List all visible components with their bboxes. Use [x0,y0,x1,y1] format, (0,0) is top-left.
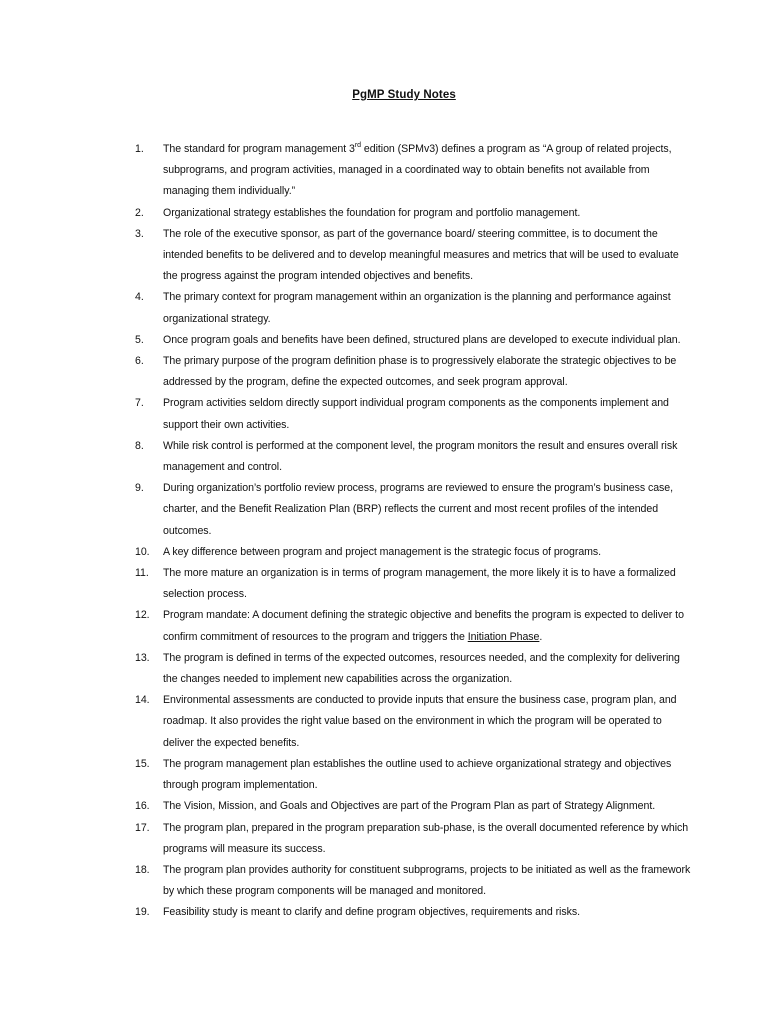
item-number: 19. [135,906,150,919]
item-number: 17. [135,821,150,834]
item-text: The program plan provides authority for constituent subprograms, projects to be initiated as well as the framework by which these program components will be managed and monitored. [163,863,691,898]
item-text: The standard for program management 3rd edition (SPMv3) defines a program as “A group of related projects, subprograms, and program activities, managed in a coordinated way to obtain benefits not available from managing them individually.” [163,142,672,198]
list-item [135,754,695,796]
item-number: 16. [135,800,150,813]
item-text: During organization’s portfolio review process, programs are reviewed to ensure the program’s business case, charter, and the Benefit Realization Plan (BRP) reflects the current and most recent profiles of the intended outcomes. [163,482,674,537]
item-text: The primary context for program management within an organization is the planning and performance against organizational strategy. [163,291,671,325]
list-item [135,393,695,435]
list-item [135,330,695,351]
list-item [135,690,695,754]
item-text: A key difference between program and project management is the strategic focus of programs. [163,545,602,558]
superscript-ordinal: rd [354,142,362,149]
item-number: 5. [135,333,144,346]
item-number: 8. [135,439,144,452]
list-item [135,478,695,542]
item-text: Organizational strategy establishes the foundation for program and portfolio management. [163,206,581,219]
initiation-phase-link[interactable]: Initiation Phase [467,630,540,643]
item-number: 18. [135,863,150,876]
list-item [135,605,695,647]
item-number: 1. [135,143,144,155]
item-number: 6. [135,355,144,368]
item-number: 3. [135,227,144,240]
item-text: The program management plan establishes the outline used to achieve organizational strategy and objectives through program implementation. [163,757,672,792]
item-text: The program is defined in terms of the expected outcomes, resources needed, and the complexity for delivering the changes needed to implement new capabilities across the organization. [163,651,680,686]
list-item [135,542,695,563]
item-number: 11. [135,567,149,580]
list-item [135,436,695,478]
list-item [135,287,695,329]
list-item [135,139,695,203]
item-text: The role of the executive sponsor, as part of the governance board/ steering committee, is to document the intended benefits to be delivered and to develop meaningful measures and metrics that will be used to evaluate the progress against the program intended objectives and benefits. [163,227,679,283]
item-text: The primary purpose of the program definition phase is to progressively elaborate the strategic objectives to be addressed by the program, define the expected outcomes, and seek program approval. [163,355,677,389]
item-number: 4. [135,291,144,304]
notes-list [135,139,695,924]
item-text: The program plan, prepared in the program preparation sub-phase, is the overall documented reference by which programs will measure its success. [163,821,689,855]
item-text: Once program goals and benefits have been defined, structured plans are developed to execute individual plan. [163,333,681,346]
item-text: The more mature an organization is in terms of program management, the more likely it is to have a formalized selection process. [163,567,676,601]
item-number: 2. [135,206,144,219]
list-item [135,203,695,224]
item-text: Environmental assessments are conducted to provide inputs that ensure the business case, program plan, and roadmap. It also provides the right value based on the environment in which the program will be operated to deliver the expected benefits. [163,694,677,749]
item-number: 13. [135,651,150,664]
list-item [135,818,695,860]
item-text: Program activities seldom directly support individual program components as the components implement and support their own activities. [163,397,669,431]
list-item [135,224,695,288]
item-number: 12. [135,609,150,622]
item-number: 7. [135,397,144,410]
item-text: The Vision, Mission, and Goals and Objectives are part of the Program Plan as part of Strategy Alignment. [163,800,656,813]
item-number: 15. [135,757,150,770]
list-item [135,902,695,923]
item-text: Program mandate: A document defining the strategic objective and benefits the program is expected to deliver to confirm commitment of resources to the program and triggers the Initiation Phase. [163,609,684,643]
item-number: 9. [135,482,144,495]
item-number: 10. [135,545,150,558]
list-item [135,648,695,690]
item-number: 14. [135,694,150,707]
page-title: PgMP Study Notes [352,89,456,101]
list-item [135,796,695,817]
item-text: While risk control is performed at the component level, the program monitors the result and ensures overall risk management and control. [163,439,678,474]
list-item [135,351,695,393]
list-item [135,563,695,605]
item-text: Feasibility study is meant to clarify and define program objectives, requirements and risks. [163,906,580,919]
list-item [135,860,695,902]
